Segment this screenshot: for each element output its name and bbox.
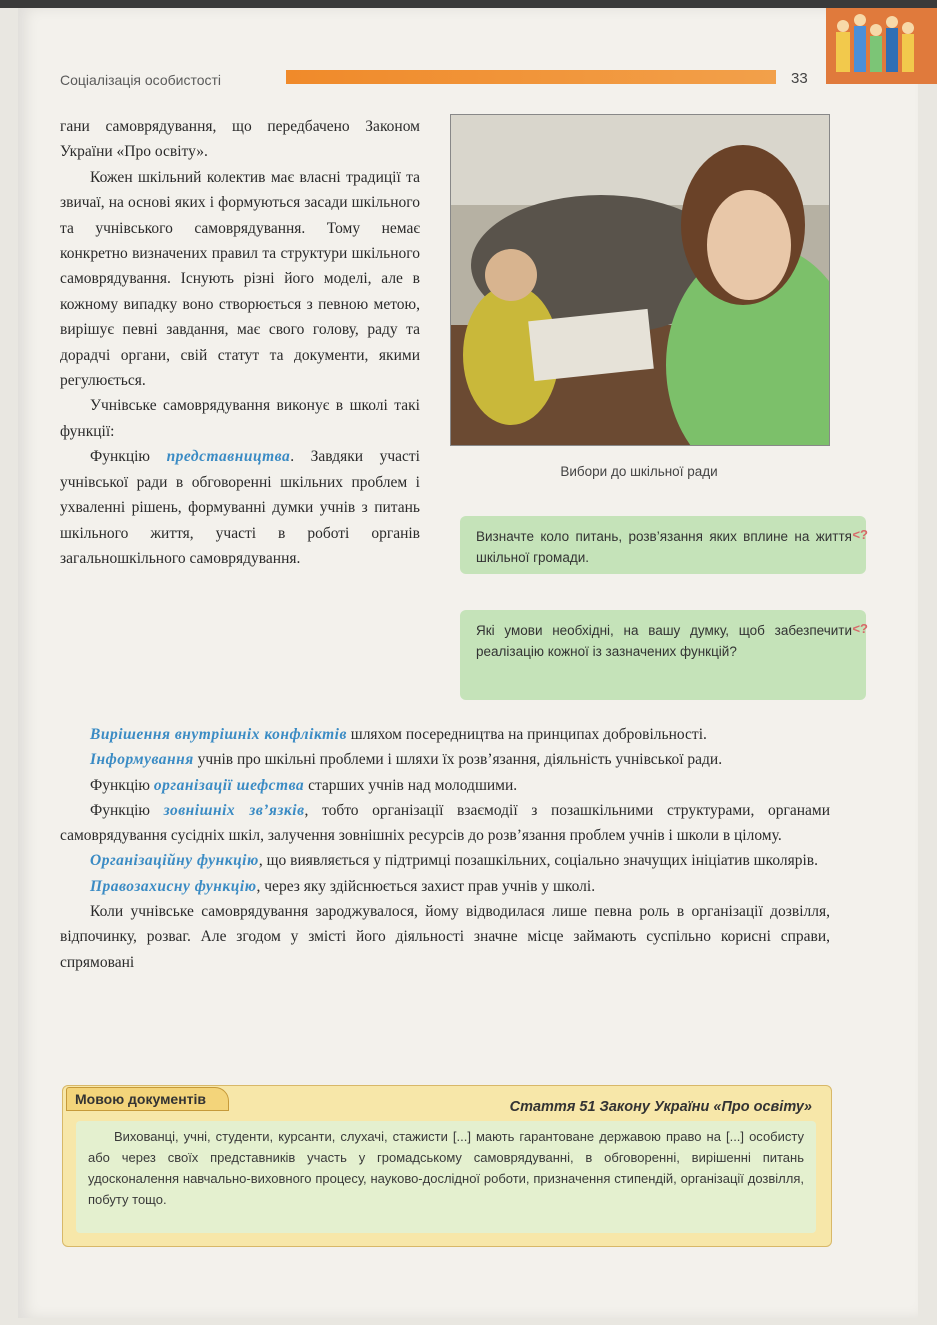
top-edge	[0, 0, 937, 8]
question-text: Визначте коло питань, розв’язання яких вплине на життя шкільної громади.	[476, 529, 852, 565]
left-column-text	[60, 114, 420, 571]
question-mark-icon: <?	[852, 621, 868, 636]
text-run: . Завдяки участі учнівської ради в обговоренні шкільних проблем і ухваленні рішень, формуванні думки учнів з питань шкільного життя, участі в роботі органів загальношкільного самоврядування.	[60, 448, 420, 567]
paragraph: гани самоврядування, що передбачено Законом України «Про освіту».	[60, 118, 420, 161]
section-title: Соціалізація особистості	[60, 72, 222, 88]
documents-title: Стаття 51 Закону України «Про освіту»	[509, 1099, 812, 1115]
question-box	[460, 610, 866, 700]
photo-caption: Вибори до шкільної ради	[560, 464, 718, 479]
text-run: Функцію	[90, 776, 154, 794]
function-term: Інформування	[90, 751, 194, 769]
text-run: , через яку здійснюється захист прав учнів у школі.	[256, 877, 596, 895]
chapter-logo	[826, 8, 937, 84]
text-run: , що виявляється у підтримці позашкільних, соціально значущих ініціатив школярів.	[258, 852, 818, 870]
function-term: організації шефства	[153, 776, 305, 794]
function-paragraph	[60, 722, 830, 747]
function-term: Правозахисну функцію	[90, 877, 257, 895]
function-paragraph	[60, 773, 830, 798]
documents-quote: Вихованці, учні, студенти, курсанти, слухачі, стажисти [...] мають гарантоване державою право на [...] особисту або через своїх представників участь у громадському самоврядуванні, в обговоренні, вирішенні питань удосконалення навчально-виховного процесу, науково-дослідної роботи, призначення стипендій, організації дозвілля, побуту тощо.	[76, 1121, 816, 1233]
function-paragraph	[60, 848, 830, 873]
paragraph: Коли учнівське самоврядування зароджувалося, йому відводилася лише певна роль в організації дозвілля, відпочинку, розваг. Але згодом у змісті його діяльності значне місце займають суспільно корисні справи, спрямовані	[60, 903, 830, 971]
function-term: Організаційну функцію	[90, 852, 259, 870]
text-run: Функцію	[90, 448, 167, 466]
function-paragraph	[60, 444, 420, 571]
header-stripe	[286, 70, 776, 84]
text-run: старших учнів над молодшими.	[304, 776, 518, 794]
paragraph: Кожен шкільний колектив має власні традиції та звичаї, на основі яких і формуються засади шкільного та учнівського самоврядування. Тому немає конкретно визначених правил та структури шкільного самоврядування. Існують різні його моделі, але в кожному випадку воно створюється з певною метою, вирішує певні завдання, має свого голову, раду та дорадчі органи, свій статут та документи, якими регулюється.	[60, 168, 420, 390]
text-run: учнів про шкільні проблеми і шляхи їх розв’язання, діяльність учнівської ради.	[193, 751, 723, 769]
full-width-text	[60, 722, 830, 975]
question-mark-icon: <?	[852, 527, 868, 542]
text-run: Функцію	[90, 801, 164, 819]
paragraph: Учнівське самоврядування виконує в школі такі функції:	[60, 397, 420, 440]
documents-tag: Мовою документів	[66, 1087, 229, 1111]
question-text: Які умови необхідні, на вашу думку, щоб забезпечити реалізацію кожної із зазначених функцій?	[476, 623, 852, 659]
question-box	[460, 516, 866, 574]
function-paragraph	[60, 747, 830, 772]
page-number: 33	[791, 70, 808, 87]
function-paragraph	[60, 798, 830, 849]
photo-illustration	[451, 115, 829, 445]
function-term: представництва	[166, 448, 291, 466]
function-term: Вирішення внутрішніх конфліктів	[90, 726, 347, 743]
photo-school-election	[450, 114, 830, 446]
text-run: , тобто організації взаємодії з позашкільними структурами, органами самоврядування сусідніх шкіл, залучення зовнішніх ресурсів до розв’язання проблем учнів і школи в цілому.	[60, 801, 830, 845]
function-paragraph	[60, 874, 830, 899]
function-term: зовнішніх зв’язків	[163, 801, 305, 819]
chapter-logo-figures-icon	[826, 8, 937, 84]
text-run: шляхом посередництва на принципах добровільності.	[346, 726, 707, 743]
